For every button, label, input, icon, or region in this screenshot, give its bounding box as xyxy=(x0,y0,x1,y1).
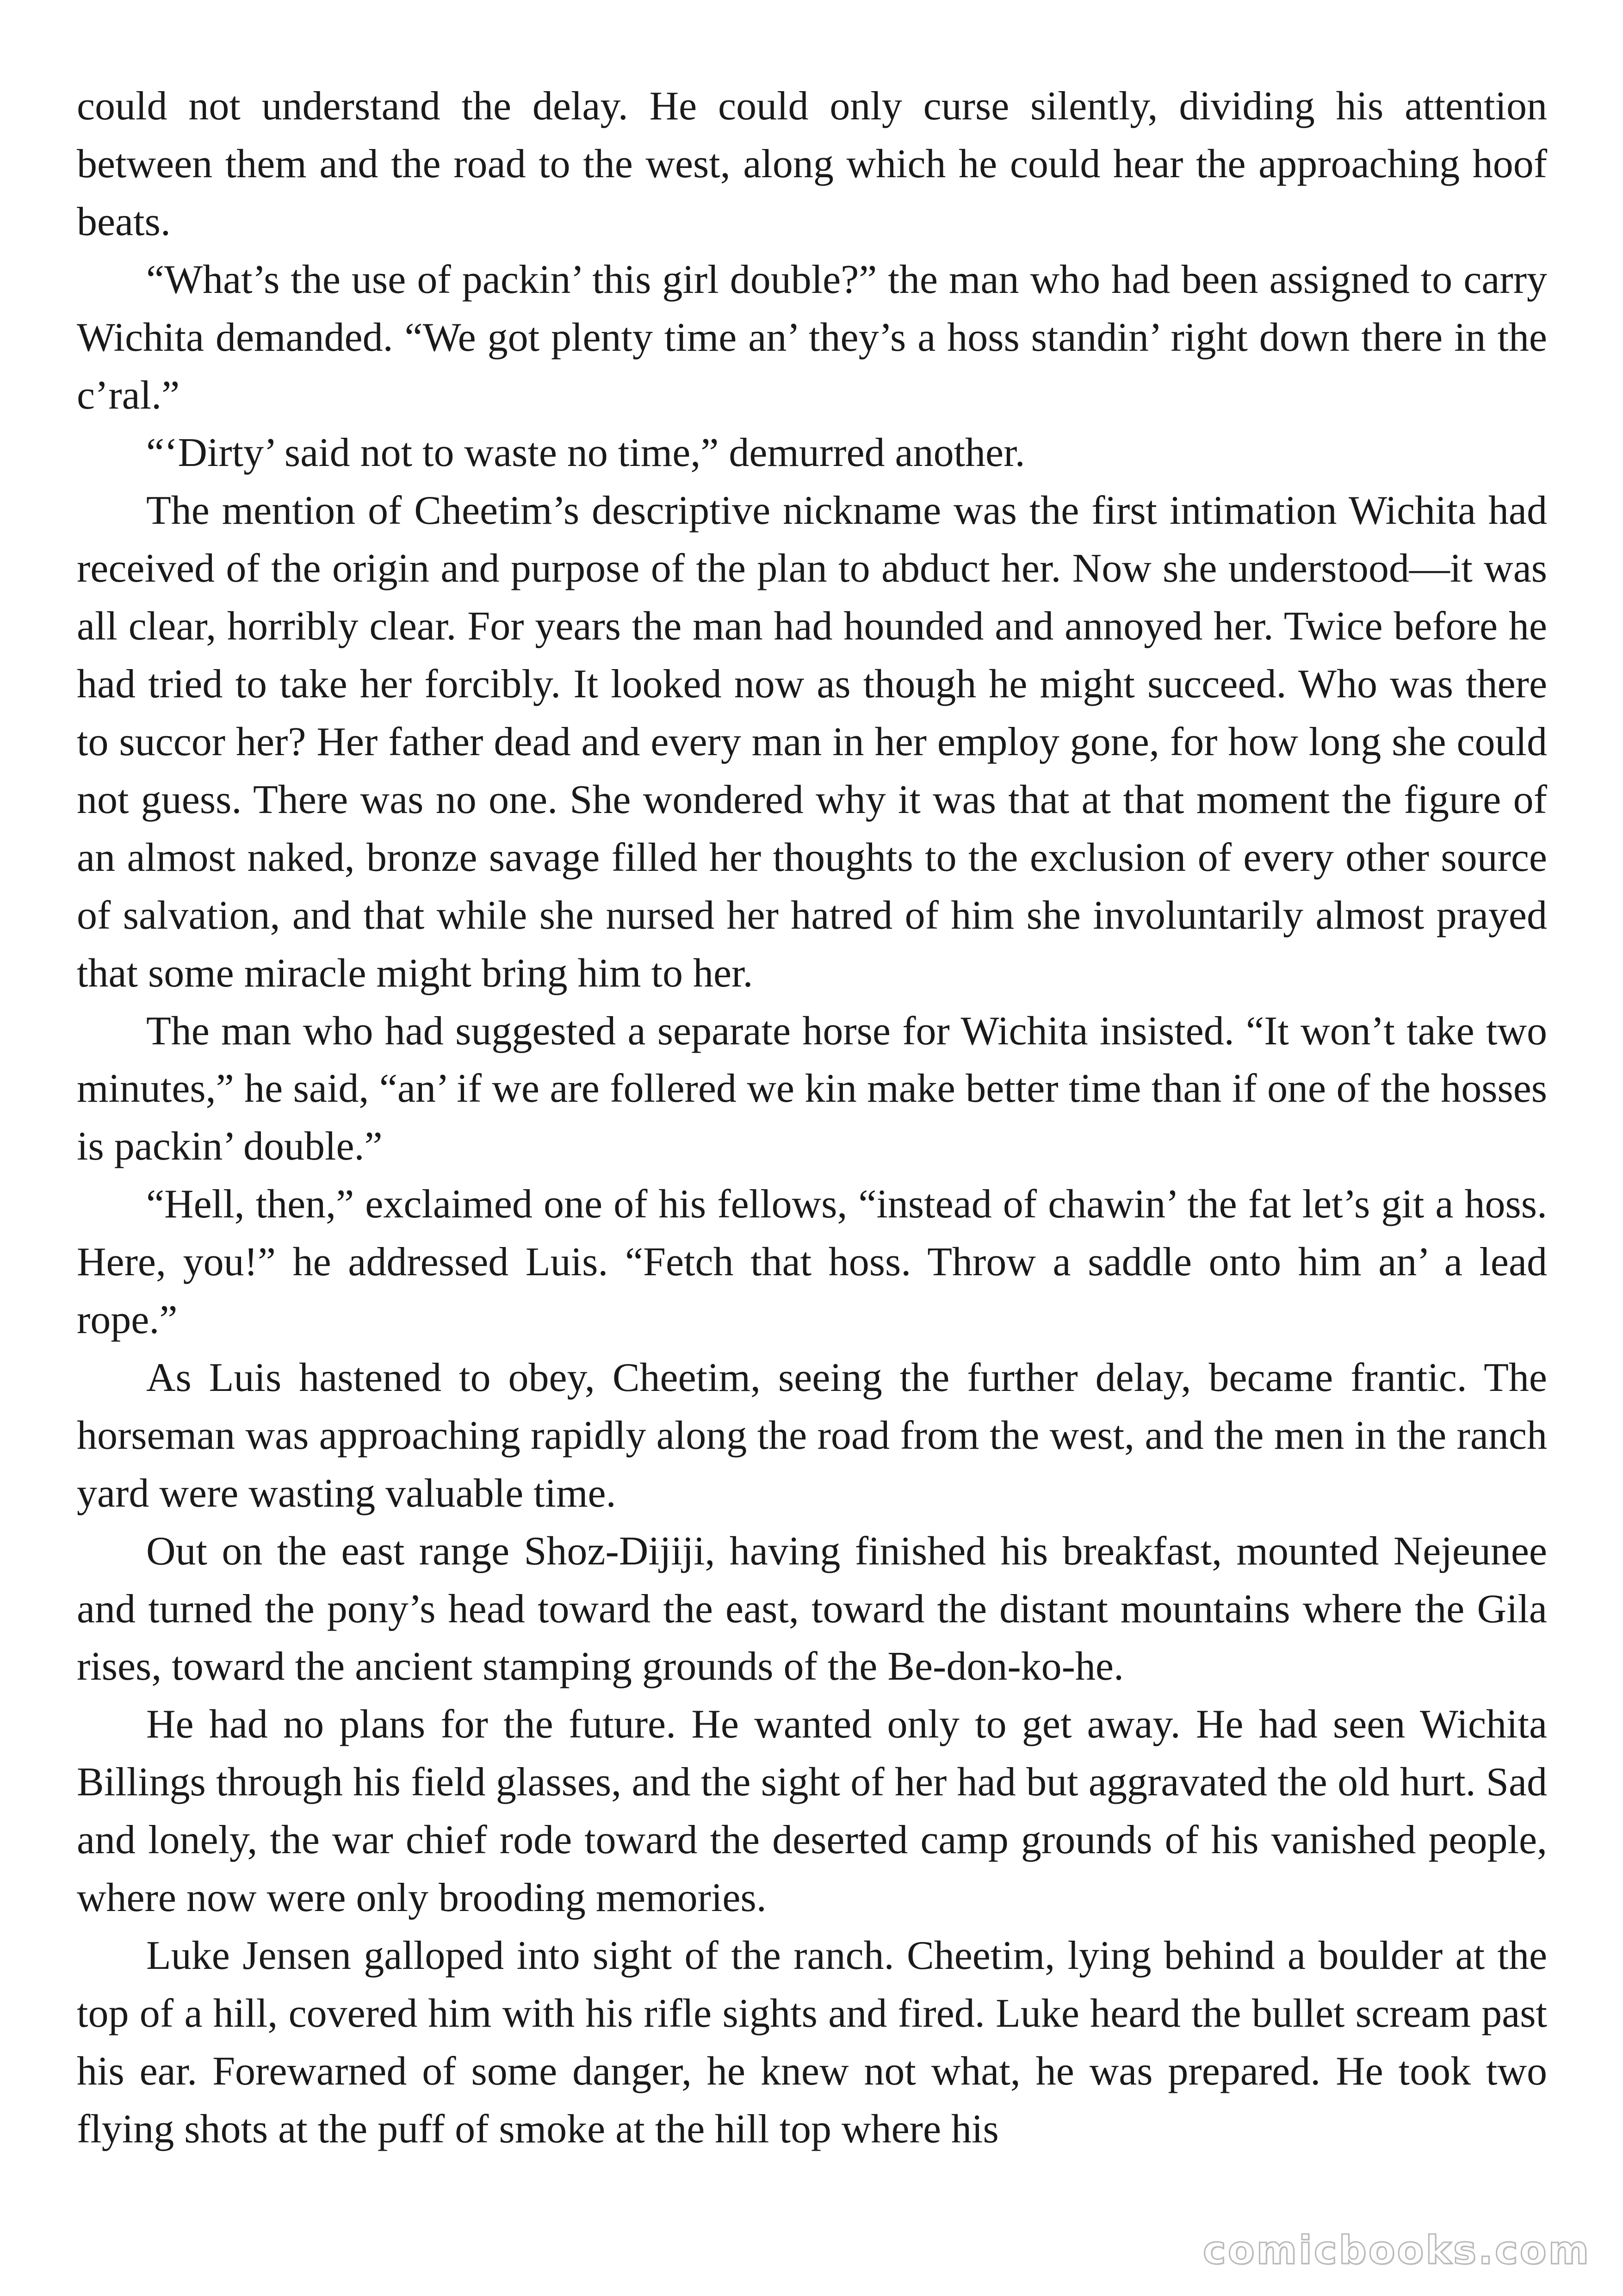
paragraph-demurred: “‘Dirty’ said not to waste no time,” demurred another. xyxy=(146,430,1025,476)
paragraph-no-plans: He had no plans for the future. He wanted only to get away. He had seen Wichita Billings through his field glasses, and the sight of her had but aggravated the old hurt. Sad and lonely, the war chief rode toward the deserted camp grounds of his vanished people, where now were only brooding memories. xyxy=(77,1702,1547,1921)
paragraph-luke-jensen: Luke Jensen galloped into sight of the ranch. Cheetim, lying behind a boulder at the top of a hill, covered him with his rifle sights and fired. Luke heard the bullet scream past his ear. Forewarned of some danger, he knew not what, he was prepared. He took two flying shots at the puff of smoke at the hill top where his xyxy=(77,1933,1547,2152)
paragraph-cheetim-nickname: The mention of Cheetim’s descriptive nickname was the first intimation Wichita had received of the origin and purpose of the plan to abduct her. Now she understood—it was all clear, horribly clear. For years the man had hounded and annoyed her. Twice before he had tried to take her forcibly. It looked now as though he might succeed. Who was there to succor her? Her father dead and every man in her employ gone, for how long she could not guess. There was no one. She wondered why it was that at that moment the figure of an almost naked, bronze savage filled her thoughts to the exclusion of every other source of salvation, and that while she nursed her hatred of him she involuntarily almost prayed that some miracle might bring him to her. xyxy=(77,488,1547,996)
paragraph-separate-horse: The man who had suggested a separate horse for Wichita insisted. “It won’t take two minutes,” he said, “an’ if we are follered we kin make better time than if one of the hosses is packin’ double.” xyxy=(77,1008,1547,1169)
paragraph-east-range: Out on the east range Shoz-Dijiji, having finished his breakfast, mounted Nejeunee and turned the pony’s head toward the east, toward the distant mountains where the Gila rises, toward the ancient stamping grounds of the Be-don-ko-he. xyxy=(77,1528,1547,1689)
watermark-logo: comicbooks.com xyxy=(1203,2228,1591,2273)
paragraph-continued: could not understand the delay. He could only curse silently, dividing his attention between them and the road to the west, along which he could hear the approaching hoof beats. xyxy=(77,84,1547,244)
paragraph-cheetim-frantic: As Luis hastened to obey, Cheetim, seeing the further delay, became frantic. The horseman was approaching rapidly along the road from the west, and the men in the ranch yard were wasting valuable time. xyxy=(77,1355,1547,1516)
paragraph-packin-double: “What’s the use of packin’ this girl double?” the man who had been assigned to carry Wichita demanded. “We got plenty time an’ they’s a hoss standin’ right down there in the c’ral.” xyxy=(77,257,1547,418)
paragraph-fetch-hoss: “Hell, then,” exclaimed one of his fellows, “instead of chawin’ the fat let’s git a hoss. Here, you!” he addressed Luis. “Fetch that hoss. Throw a saddle onto him an’ a lead rope.” xyxy=(77,1182,1547,1343)
book-page xyxy=(77,78,1547,2159)
